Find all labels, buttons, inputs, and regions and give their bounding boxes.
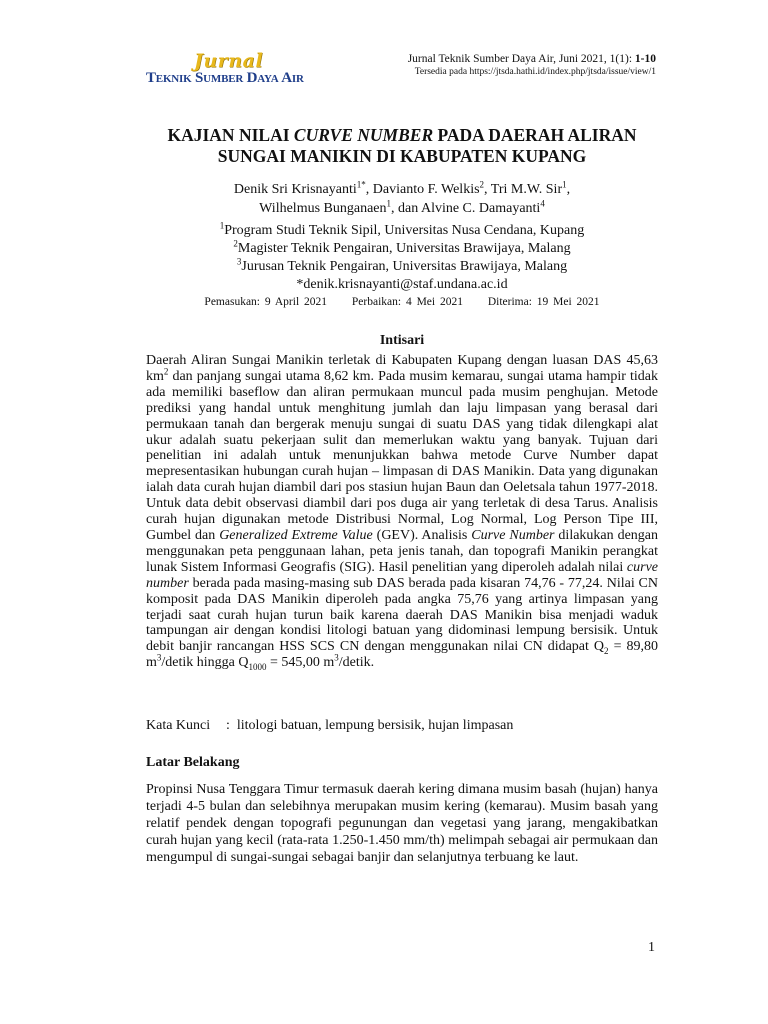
author-1: Denik Sri Krisnayanti bbox=[233, 182, 357, 197]
keywords-separator: : bbox=[226, 718, 230, 733]
abstract-t9: /detik. bbox=[338, 655, 375, 671]
logo-main-text: Teknik Sumber Daya Air bbox=[146, 70, 304, 86]
affiliation-3-text: Jurusan Teknik Pengairan, Universitas Brawijaya, Malang bbox=[241, 259, 568, 274]
affiliation-1-text: Program Studi Teknik Sipil, Universitas Nusa Cendana, Kupang bbox=[224, 223, 585, 238]
abstract-body bbox=[146, 353, 658, 671]
affiliation-1 bbox=[140, 222, 664, 240]
journal-logo bbox=[146, 50, 316, 90]
author-5: , dan Alvine C. Damayanti bbox=[391, 201, 541, 216]
abstract-t7: /detik hingga Q bbox=[161, 655, 249, 671]
abstract-t2-italic: Generalized Extreme Value bbox=[219, 527, 373, 543]
corresponding-email: *denik.krisnayanti@staf.undana.ac.id bbox=[296, 277, 508, 292]
affiliation-3 bbox=[140, 258, 664, 276]
author-3-end: , bbox=[566, 182, 571, 197]
abstract-t1-sup: 2 bbox=[163, 366, 169, 377]
submission-dates bbox=[140, 296, 664, 308]
keywords-value: litologi batuan, lempung bersisik, hujan limpasan bbox=[236, 718, 514, 733]
affiliation-2 bbox=[140, 240, 664, 258]
date-revised: Perbaikan: 4 Mei 2021 bbox=[351, 296, 463, 308]
date-accepted: Diterima: 19 Mei 2021 bbox=[487, 296, 600, 308]
abstract-t3: (GEV). Analisis bbox=[372, 527, 472, 543]
affiliation-2-sup: 2 bbox=[233, 238, 238, 249]
date-received: Pemasukan: 9 April 2021 bbox=[204, 296, 328, 308]
author-list bbox=[140, 180, 664, 218]
abstract-t1: Daerah Aliran Sungai Manikin terletak di Kabupaten Kupang dengan luasan DAS 45,63 km bbox=[146, 353, 658, 384]
author-4: Wilhelmus Bunganaen bbox=[259, 201, 387, 216]
author-3-sup: 1 bbox=[562, 179, 567, 190]
affiliation-2-text: Magister Teknik Pengairan, Universitas Brawijaya, Malang bbox=[237, 241, 571, 256]
abstract-t8: = 545,00 m bbox=[266, 655, 335, 671]
title-part2: PADA DAERAH ALIRAN bbox=[433, 125, 637, 145]
abstract-heading: Intisari bbox=[379, 333, 425, 348]
affiliation-3-sup: 3 bbox=[236, 256, 242, 267]
abstract-t3-italic: Curve Number bbox=[471, 527, 555, 543]
abstract-t4: dilakukan dengan menggunakan peta penggunaan lahan, peta jenis tanah, dan topografi Manikin perangkat lunak Sistem Informasi Geografis (SIG). Hasil penelitian yang diperoleh adalah nilai bbox=[146, 527, 659, 575]
abstract-t7-sub: 1000 bbox=[248, 662, 267, 673]
section-paragraph: Propinsi Nusa Tenggara Timur termasuk daerah kering dimana musim basah (hujan) hanya terjadi 4-5 bulan dan selebihnya merupakan musim kering (kemarau). Musim basah yang relatif pendek dengan topografi pegunungan dan vegetasi yang jarang, mengakibatkan curah hujan yang kecil (rata-rata 1.250-1.450 mm/th) melimpah sebagai air permukaan dan mengumpul di sungai-sungai sebagai banjir dan selanjutnya terbuang ke laut. bbox=[146, 782, 658, 865]
journal-ref-prefix: Jurnal Teknik Sumber Daya Air, Juni 2021, 1(1): bbox=[407, 53, 635, 65]
abstract-t5: berada pada masing-masing sub DAS berada pada kisaran 74,76 - 77,24. Nilai CN komposit pada DAS Manikin diperoleh pada angka 75,76 yang artinya limpasan yang terjadi saat curah hujan turun baik karena daerah DAS Manikin bisa menjadi waduk tampungan air dengan kondisi litologi batuan yang didominasi lempung bersisik. Untuk debit banjir rancangan HSS SCS CN dengan menggunakan nilai CN didapat Q bbox=[146, 575, 658, 655]
abstract-t8-sup: 3 bbox=[334, 652, 339, 663]
abstract-t6-sup: 3 bbox=[156, 652, 162, 663]
journal-info bbox=[408, 52, 656, 79]
abstract-t4-italic: curve number bbox=[146, 559, 658, 591]
affiliation-list bbox=[140, 222, 664, 294]
section-heading: Latar Belakang bbox=[146, 755, 240, 770]
journal-reference bbox=[408, 52, 656, 66]
paper-title bbox=[140, 125, 664, 167]
abstract-t6: = 89,80 m bbox=[146, 639, 658, 671]
abstract-t2: dan panjang sungai utama 8,62 km. Pada musim kemarau, sungai utama hampir tidak ada memiliki baseflow dan aliran permukaan muncul pada musim penghujan. Metode prediksi yang handal untuk menghitung jumlah dan laju limpasan yang berasal dari permukaan tanah dan bergerak menuju sungai di suatu DAS yang tidak dilengkapi alat ukur adalah suatu pekerjaan sulit dan memerlukan waktu yang banyak. Tujuan dari penelitian ini adalah untuk menunjukkan bahwa metode Curve Number dapat mepresentasikan hubungan curah hujan – limpasan di DAS Manikin. Data yang digunakan ialah data curah hujan diambil dari pos stasiun hujan Baun dan Oeletsala tahun 1977-2018. Untuk data debit observasi diambil dari pos duga air yang terletak di desa Tarus. Analisis curah hujan digunakan metode Distribusi Normal, Log Normal, Log Person Tipe III, Gumbel dan bbox=[146, 368, 658, 543]
author-3: , Tri M.W. Sir bbox=[484, 182, 563, 197]
author-2: , Davianto F. Welkis bbox=[365, 182, 480, 197]
title-line2: SUNGAI MANIKIN DI KABUPATEN KUPANG bbox=[217, 146, 587, 166]
title-italic: CURVE NUMBER bbox=[293, 125, 434, 145]
title-part1: KAJIAN NILAI bbox=[167, 125, 294, 145]
page-number: 1 bbox=[648, 940, 655, 955]
journal-ref-pages: 1-10 bbox=[634, 53, 656, 65]
logo-script-text: Jurnal bbox=[194, 50, 264, 72]
author-5-sup: 4 bbox=[540, 198, 545, 209]
keywords-label: Kata Kunci bbox=[146, 718, 211, 733]
abstract-t5-sub: 2 bbox=[604, 646, 609, 657]
author-1-sup: 1* bbox=[356, 179, 366, 190]
author-4-sup: 1 bbox=[386, 198, 392, 209]
journal-availability: Tersedia pada https://jtsda.hathi.id/index.php/jtsda/issue/view/1 bbox=[414, 67, 656, 77]
author-2-sup: 2 bbox=[479, 179, 485, 190]
keywords bbox=[146, 718, 658, 734]
affiliation-1-sup: 1 bbox=[219, 220, 225, 231]
